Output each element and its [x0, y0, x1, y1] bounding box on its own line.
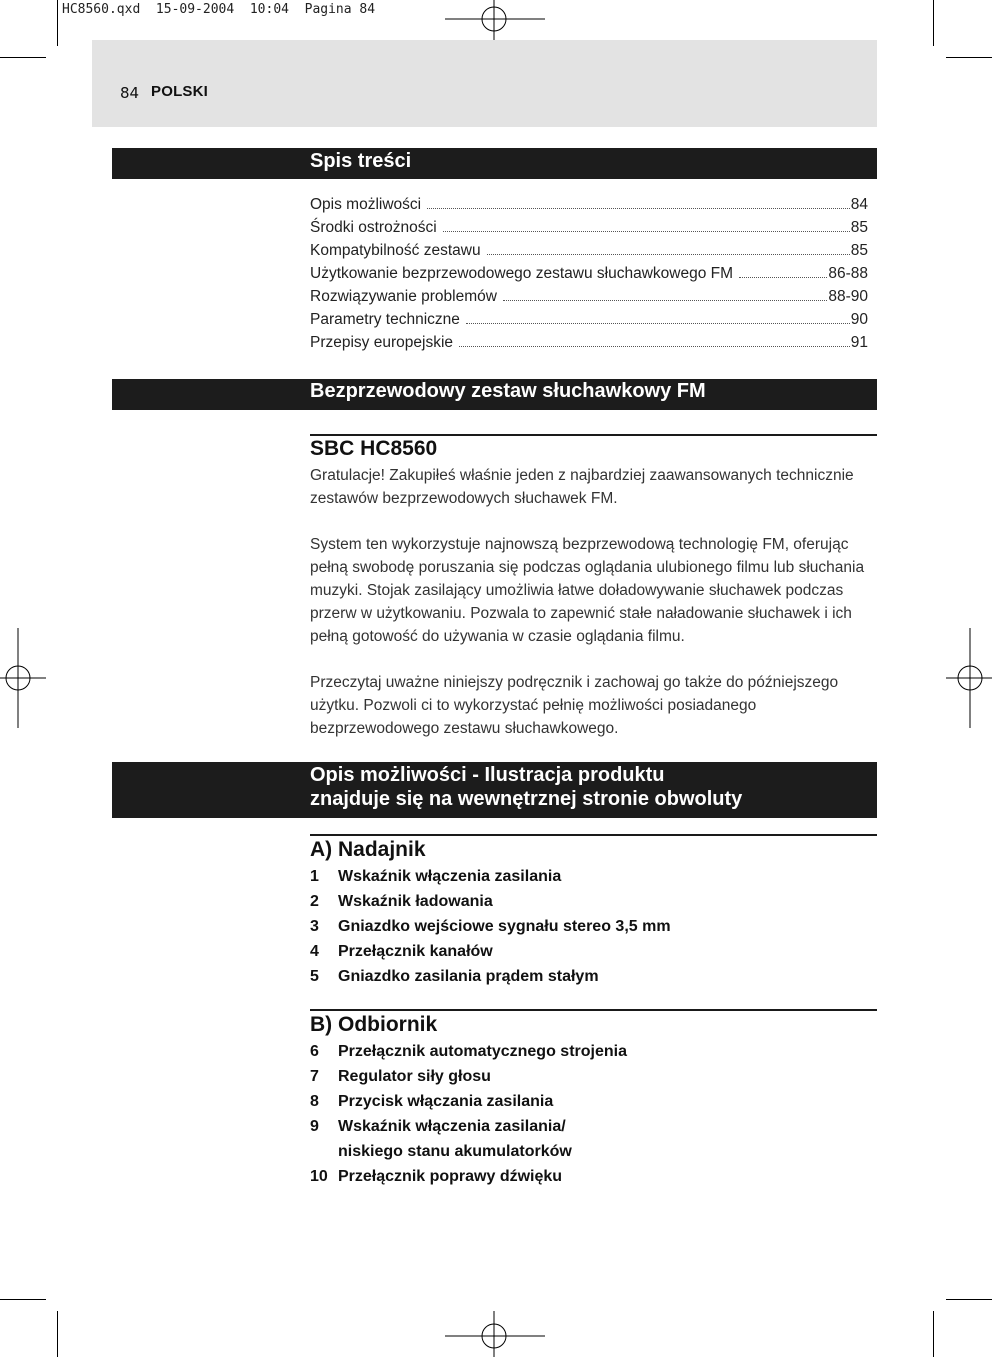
registration-mark-icon — [946, 628, 992, 728]
list-item — [310, 864, 870, 889]
section-bar-features — [112, 762, 877, 818]
list-item-number: 2 — [310, 893, 319, 910]
intro-paragraph: Gratulacje! Zakupiłeś właśnie jeden z najbardziej zaawansowanych technicznie zestawów bezprzewodowych słuchawek FM. — [310, 467, 854, 507]
toc-leader-dots — [739, 276, 827, 278]
list-item-number: 10 — [310, 1168, 328, 1185]
list-item — [310, 964, 870, 989]
list-item-number — [310, 1139, 338, 1164]
toc-entry-page: 85 — [850, 242, 868, 259]
table-of-contents — [310, 196, 868, 357]
list-item-number: 7 — [310, 1068, 319, 1085]
crop-mark — [933, 0, 934, 46]
list-item — [310, 1164, 870, 1189]
print-slug: HC8560.qxd 15-09-2004 10:04 Pagina 84 — [62, 2, 376, 17]
language-label: POLSKI — [151, 83, 209, 100]
section-bar-product — [112, 379, 877, 410]
list-item-number: 8 — [310, 1093, 319, 1110]
list-item-text: niskiego stanu akumulatorków — [338, 1143, 572, 1160]
toc-entry — [310, 265, 868, 288]
list-item-text: Gniazdko wejściowe sygnału stereo 3,5 mm — [338, 918, 671, 935]
toc-entry-page: 88-90 — [828, 288, 868, 305]
toc-entry — [310, 311, 868, 334]
toc-entry — [310, 196, 868, 219]
list-item-number: 4 — [310, 943, 319, 960]
registration-mark-icon — [0, 628, 46, 728]
toc-leader-dots — [443, 230, 850, 232]
crop-mark — [57, 1311, 58, 1357]
list-item — [310, 1064, 870, 1089]
section-title-line: znajduje się na wewnętrznej stronie obwoluty — [310, 788, 743, 810]
receiver-heading: B) Odbiornik — [310, 1013, 438, 1036]
list-item-number: 6 — [310, 1043, 319, 1060]
list-item-text: Przełącznik kanałów — [338, 943, 493, 960]
list-item-number: 9 — [310, 1118, 319, 1135]
toc-entry-label: Środki ostrożności — [310, 219, 437, 236]
list-item — [310, 1089, 870, 1114]
toc-entry-page: 90 — [850, 311, 868, 328]
list-item — [310, 914, 870, 939]
page-header — [92, 40, 877, 127]
toc-entry-page: 91 — [850, 334, 868, 351]
list-item-text: Przełącznik automatycznego strojenia — [338, 1043, 627, 1060]
registration-mark-icon — [445, 1311, 545, 1357]
toc-entry-label: Użytkowanie bezprzewodowego zestawu słuchawkowego FM — [310, 265, 734, 282]
toc-leader-dots — [427, 207, 850, 209]
list-item-text: Wskaźnik włączenia zasilania — [338, 868, 562, 885]
toc-entry-label: Rozwiązywanie problemów — [310, 288, 497, 305]
list-item-number: 1 — [310, 868, 319, 885]
intro-paragraph: System ten wykorzystuje najnowszą bezprzewodową technologię FM, oferując pełną swobodę poruszania się podczas oglądania ulubionego filmu lub słuchania muzyki. Stojak zasilający umożliwia łatwe doładowywanie słuchawek podczas przerw w użytkowaniu. Pozwala to zapewnić stałe naładowanie słuchawek i ich pełną gotowość do używania w czasie oglądania filmu. — [310, 536, 865, 645]
list-item-text: Przycisk włączania zasilania — [338, 1093, 554, 1110]
list-item-text: Wskaźnik ładowania — [338, 893, 493, 910]
transmitter-list — [310, 864, 870, 989]
toc-entry — [310, 288, 868, 311]
crop-mark — [0, 1299, 46, 1300]
toc-entry-label: Kompatybilność zestawu — [310, 242, 481, 259]
transmitter-heading: A) Nadajnik — [310, 838, 426, 861]
toc-entry-label: Parametry techniczne — [310, 311, 460, 328]
toc-entry-page: 86-88 — [828, 265, 868, 282]
crop-mark — [0, 57, 46, 58]
toc-title: Spis treści — [310, 150, 412, 172]
divider — [310, 434, 877, 436]
crop-mark — [946, 57, 992, 58]
toc-entry — [310, 334, 868, 357]
intro-paragraph: Przeczytaj uważne niniejszy podręcznik i zachowaj go także do późniejszego użytku. Pozwoli ci to wykorzystać pełnię możliwości posiadanego bezprzewodowego zestawu słuchawkowego. — [310, 674, 839, 737]
list-item-number: 3 — [310, 918, 319, 935]
list-item-text: Regulator siły głosu — [338, 1068, 491, 1085]
list-item — [310, 939, 870, 964]
list-item — [310, 889, 870, 914]
toc-entry-label: Opis możliwości — [310, 196, 422, 213]
toc-leader-dots — [487, 253, 850, 255]
list-item-text: Wskaźnik włączenia zasilania/ — [338, 1118, 566, 1135]
section-title: Bezprzewodowy zestaw słuchawkowy FM — [310, 380, 706, 402]
toc-leader-dots — [503, 299, 827, 301]
toc-entry-label: Przepisy europejskie — [310, 334, 454, 351]
list-item — [310, 1114, 870, 1139]
receiver-list — [310, 1039, 870, 1189]
section-bar-toc — [112, 148, 877, 179]
crop-mark — [57, 0, 58, 46]
toc-entry — [310, 242, 868, 265]
divider — [310, 834, 877, 836]
toc-leader-dots — [459, 345, 850, 347]
toc-leader-dots — [466, 322, 850, 324]
toc-entry-page: 84 — [850, 196, 868, 213]
list-item-number: 5 — [310, 968, 319, 985]
page-number: 84 — [120, 84, 140, 102]
list-item-text: Przełącznik poprawy dźwięku — [338, 1168, 563, 1185]
model-heading: SBC HC8560 — [310, 437, 438, 460]
list-item — [310, 1039, 870, 1064]
toc-entry-page: 85 — [850, 219, 868, 236]
list-item-text: Gniazdko zasilania prądem stałym — [338, 968, 599, 985]
toc-entry — [310, 219, 868, 242]
list-item — [310, 1139, 870, 1164]
crop-mark — [933, 1311, 934, 1357]
crop-mark — [946, 1299, 992, 1300]
section-title-line: Opis możliwości - Ilustracja produktu — [310, 764, 665, 786]
divider — [310, 1009, 877, 1011]
